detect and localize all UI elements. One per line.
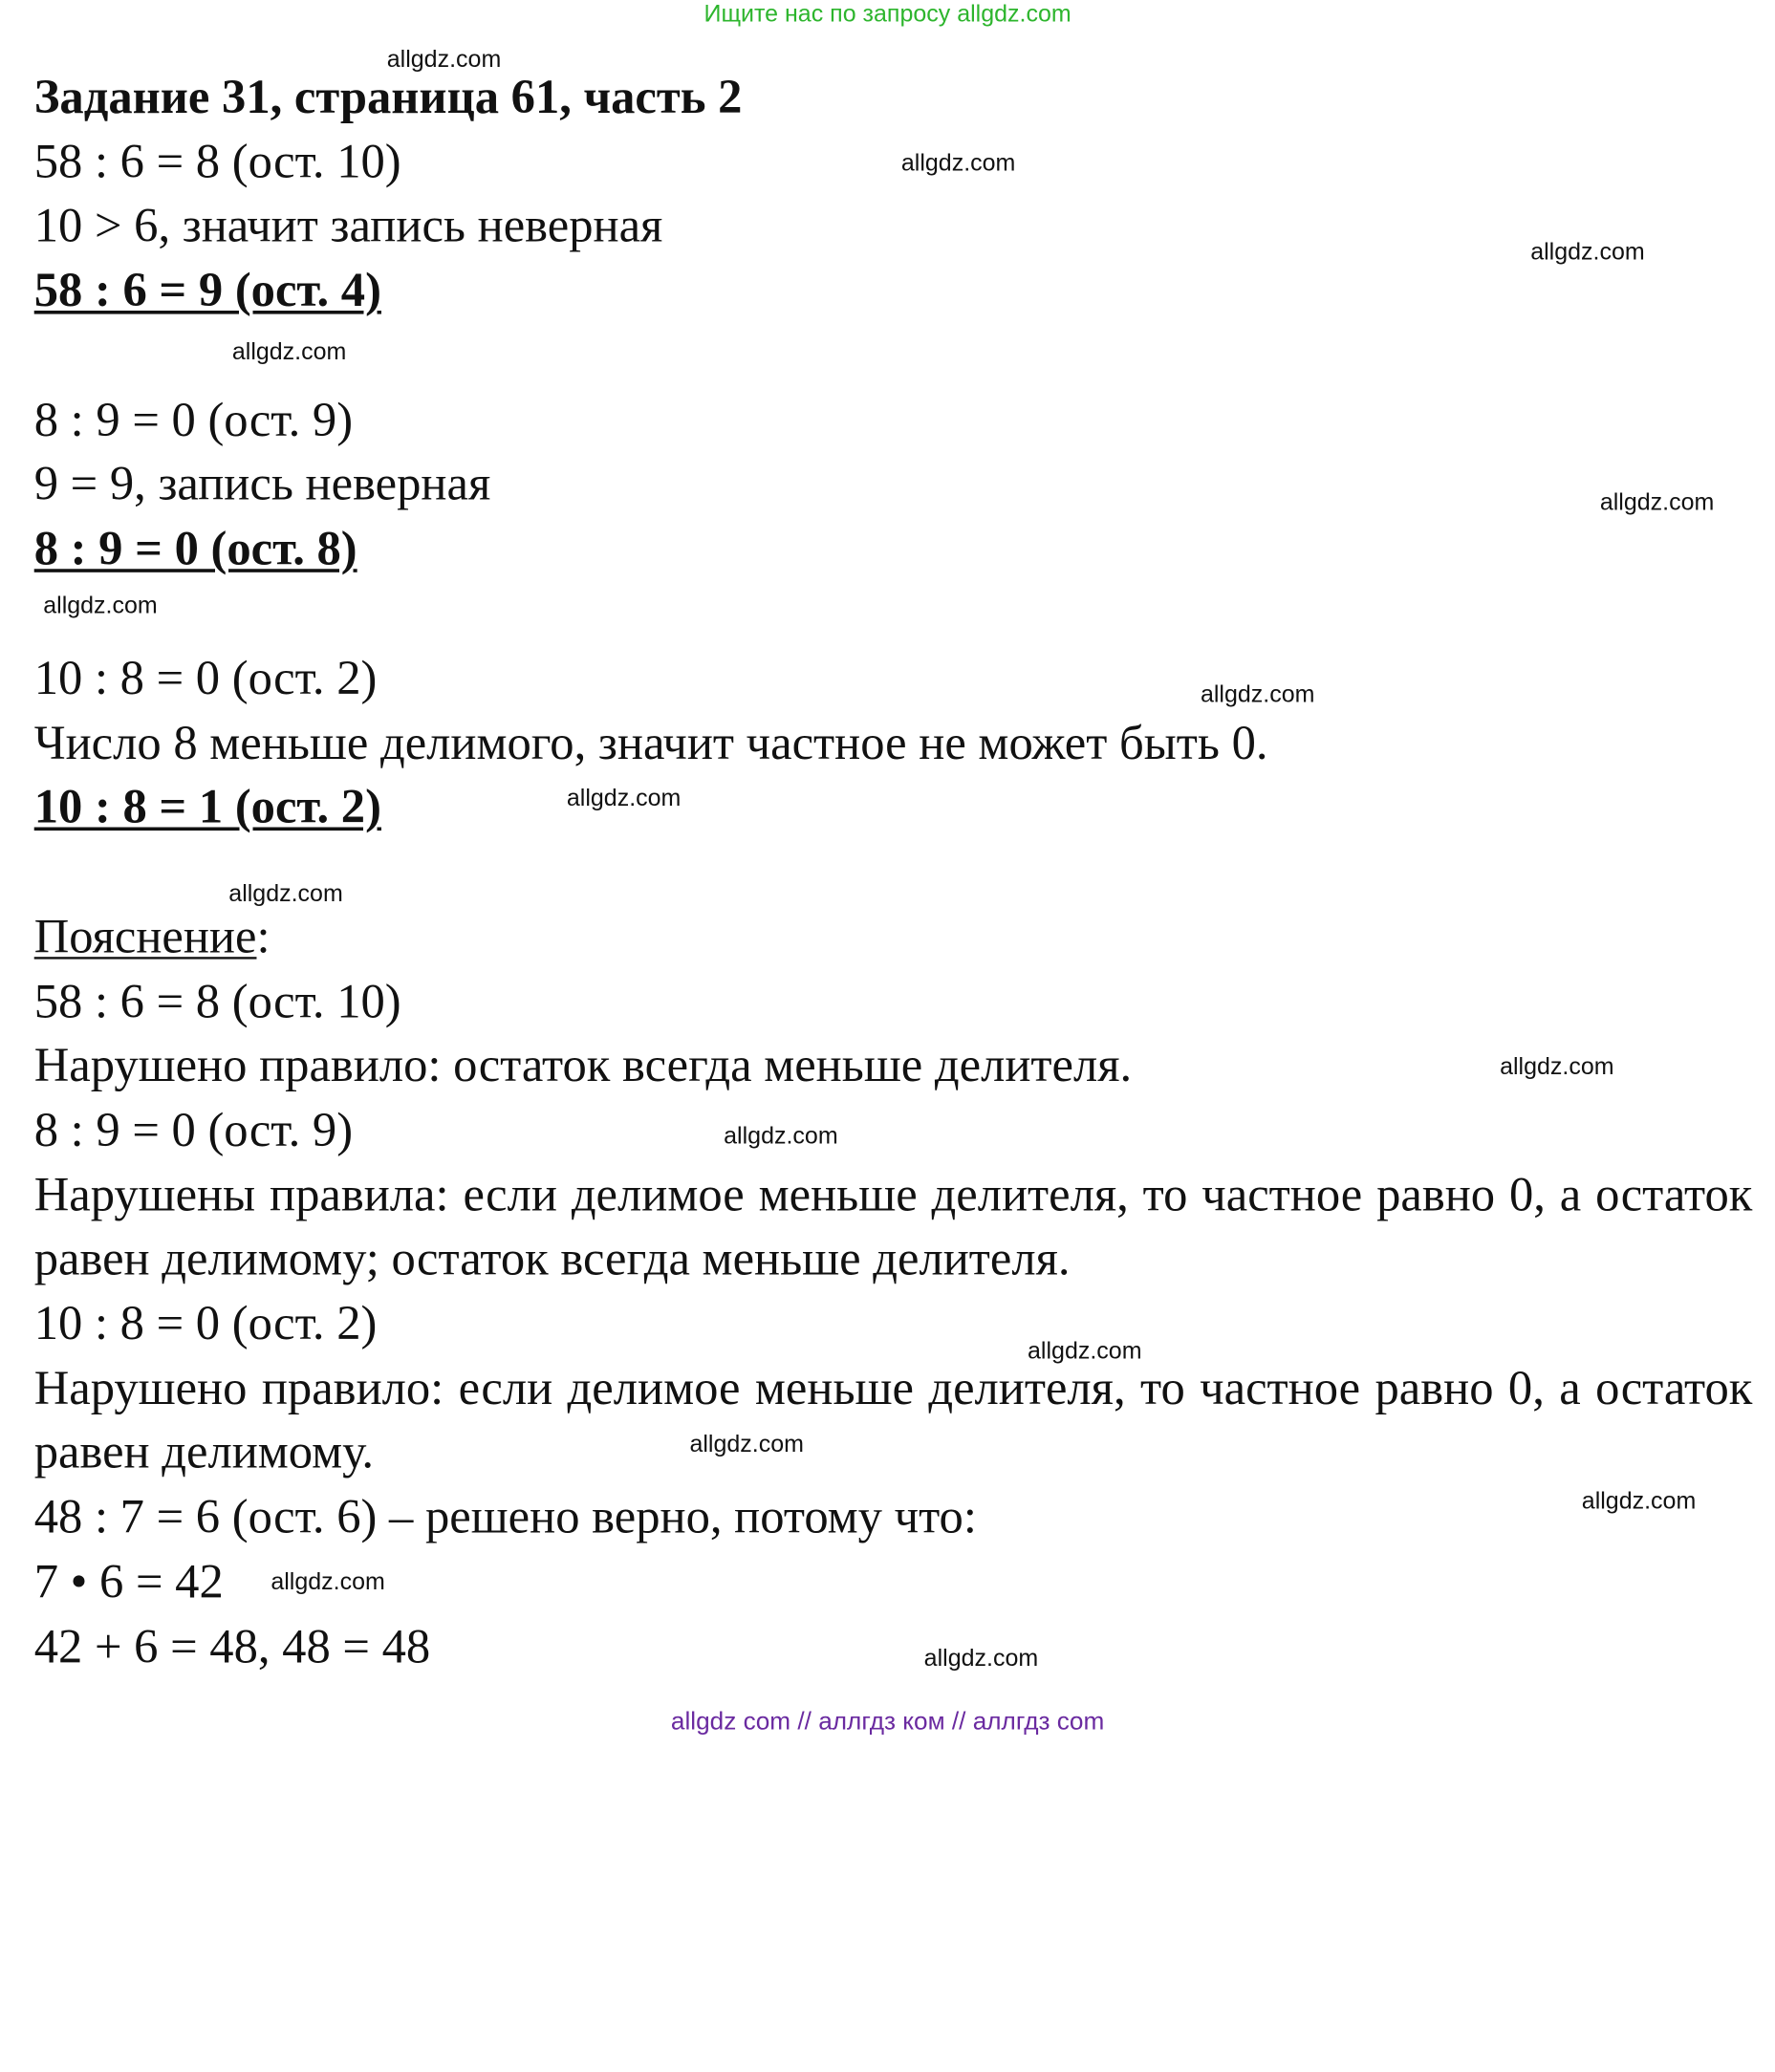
watermark: allgdz.com [43,593,158,619]
explanation-line8: 7 • 6 = 42 [33,1555,224,1609]
block3-line2: Число 8 меньше делимого, значит частное не может быть 0. [33,716,1268,770]
block2-line2: 9 = 9, запись неверная [33,458,491,512]
explanation-line9: 42 + 6 = 48, 48 = 48 [33,1619,431,1673]
explanation-heading: Пояснение [33,910,257,964]
task-title: Задание 31, страница 61, часть 2 [33,70,743,124]
top-banner[interactable]: Ищите нас по запросу allgdz.com [704,1,1071,28]
watermark: allgdz.com [724,1123,838,1150]
watermark: allgdz.com [1200,681,1315,708]
block3-line1: 10 : 8 = 0 (ост. 2) [33,651,378,705]
watermark: allgdz.com [923,1645,1039,1672]
block2-answer: 8 : 9 = 0 (ост. 8) [33,522,357,576]
watermark: allgdz.com [1581,1488,1697,1515]
watermark: allgdz.com [386,46,502,74]
watermark: allgdz.com [231,338,347,366]
watermark: allgdz.com [689,1431,804,1458]
watermark: allgdz.com [566,785,682,811]
footer-links[interactable]: allgdz com // аллгдз ком // аллгдз com [670,1706,1105,1736]
explanation-line4: Нарушены правила: если делимое меньше делителя, то частное равно 0, а остаток равен делимому; остаток всегда меньше делителя. [33,1168,1753,1286]
block1-line2: 10 > 6, значит запись неверная [33,199,663,253]
explanation-line1: 58 : 6 = 8 (ост. 10) [33,974,401,1028]
watermark: allgdz.com [1028,1338,1142,1365]
watermark: allgdz.com [900,150,1016,177]
solution-content [34,66,1753,1679]
block3-answer: 10 : 8 = 1 (ост. 2) [33,780,381,834]
watermark: allgdz.com [1500,1053,1614,1080]
explanation-line6: Нарушено правило: если делимое меньше делителя, то частное равно 0, а остаток равен делимому. [33,1361,1753,1480]
watermark: allgdz.com [271,1568,385,1596]
explanation-line2: Нарушено правило: остаток всегда меньше делителя. [33,1039,1133,1093]
block1-answer: 58 : 6 = 9 (ост. 4) [33,264,381,318]
explanation-line3: 8 : 9 = 0 (ост. 9) [33,1103,354,1157]
explanation-colon: : [256,910,271,964]
block2-line1: 8 : 9 = 0 (ост. 9) [33,393,354,447]
watermark: allgdz.com [228,880,343,907]
watermark: allgdz.com [1530,239,1645,266]
explanation-line7: 48 : 7 = 6 (ост. 6) – решено верно, потому что: [33,1490,977,1544]
explanation-line5: 10 : 8 = 0 (ост. 2) [33,1297,378,1351]
watermark: allgdz.com [1599,488,1715,516]
block1-line1: 58 : 6 = 8 (ост. 10) [33,135,401,189]
